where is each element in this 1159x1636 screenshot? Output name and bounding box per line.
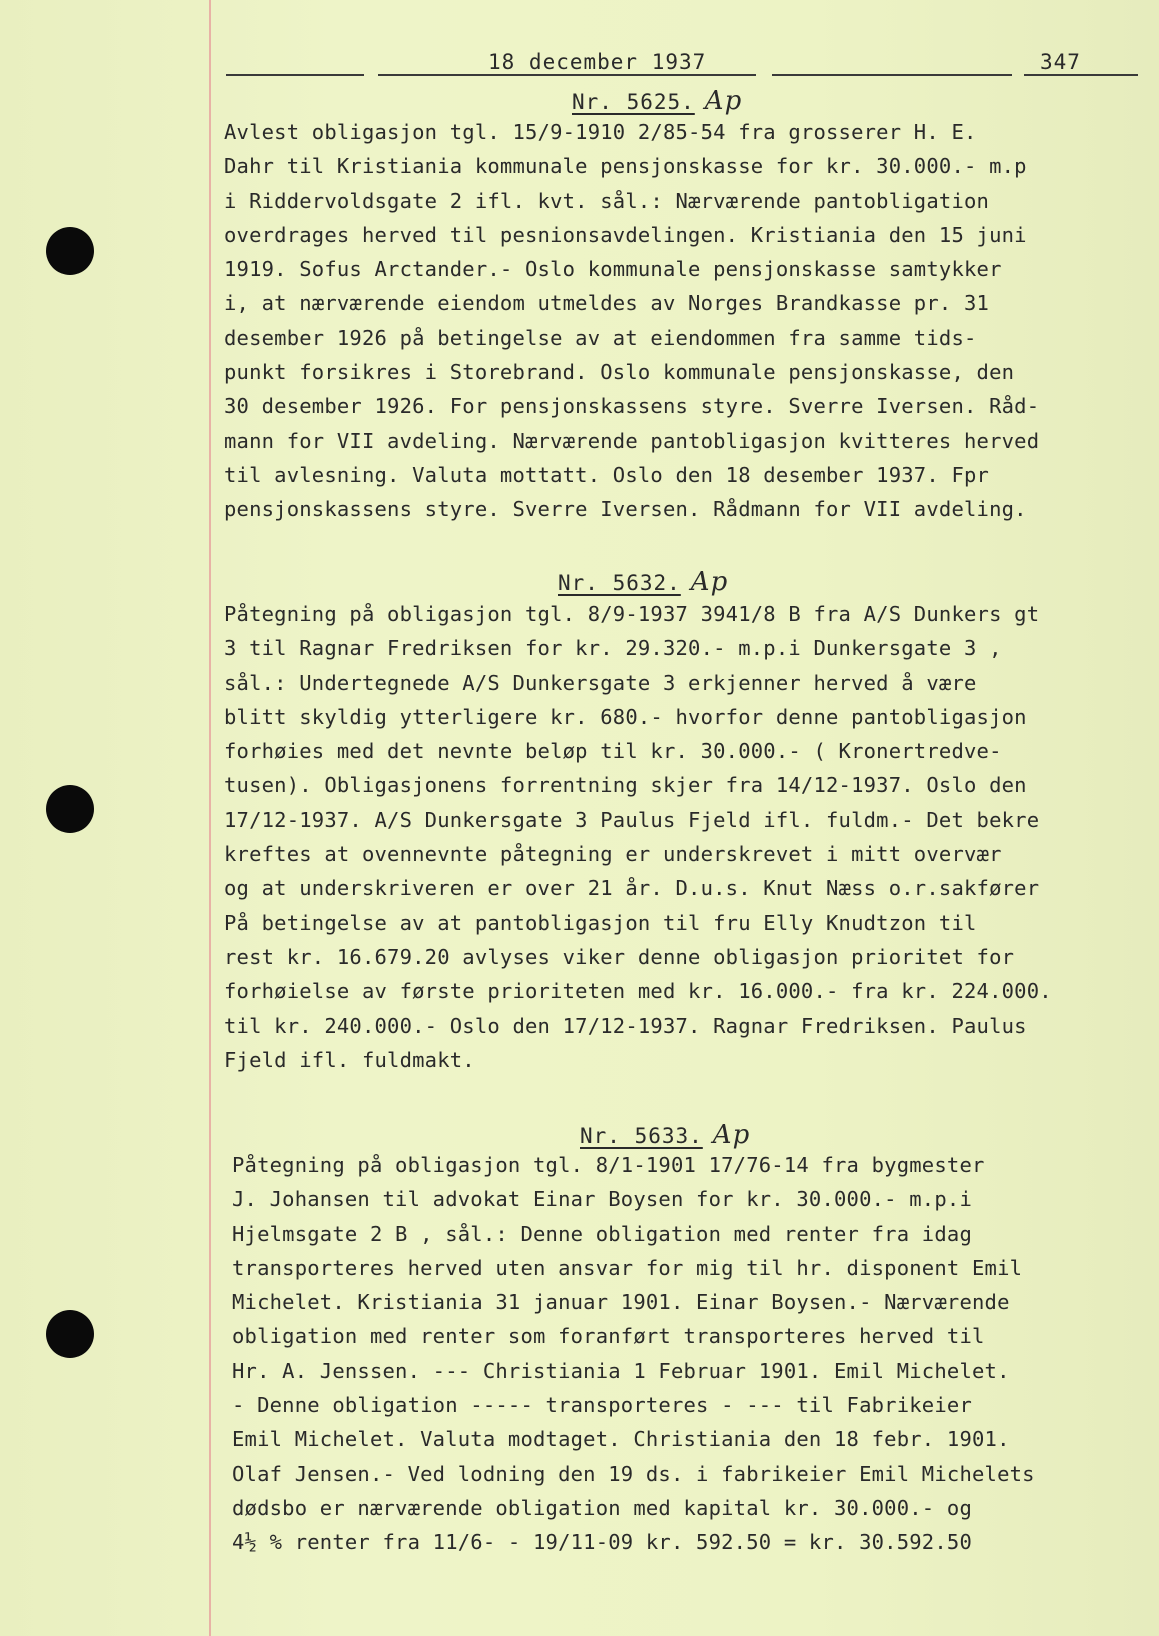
clerk-initials: Ap: [690, 567, 729, 597]
text-line: Hr. A. Jenssen. --- Christiania 1 Februar 1901. Emil Michelet.: [232, 1358, 1010, 1383]
clerk-initials: Ap: [712, 1120, 751, 1150]
text-line: Hjelmsgate 2 B , sål.: Denne obligation med renter fra idag: [232, 1221, 972, 1246]
text-line: sål.: Undertegnede A/S Dunkersgate 3 erkjenner herved å være: [224, 670, 977, 695]
text-line: 30 desember 1926. For pensjonskassens styre. Sverre Iversen. Råd-: [224, 394, 1040, 419]
text-line: forhøielse av første prioriteten med kr. 16.000.- fra kr. 224.000.: [224, 979, 1052, 1004]
entry-text: [224, 597, 1052, 1077]
text-line: transporteres herved uten ansvar for mig til hr. disponent Emil: [232, 1255, 1023, 1280]
text-line: J. Johansen til advokat Einar Boysen for kr. 30.000.- m.p.i: [232, 1187, 972, 1212]
text-line: 17/12-1937. A/S Dunkersgate 3 Paulus Fjeld ifl. fuldm.- Det bekre: [224, 807, 1040, 832]
page-number: 347: [1040, 50, 1081, 74]
text-line: til avlesning. Valuta mottatt. Oslo den 18 desember 1937. Fpr: [224, 462, 990, 487]
clerk-initials: Ap: [704, 86, 743, 116]
text-line: Påtegning på obligasjon tgl. 8/1-1901 17/76-14 fra bygmester: [232, 1153, 985, 1177]
text-line: Dahr til Kristiania kommunale pensjonskasse for kr. 30.000.- m.p: [224, 154, 1027, 179]
text-line: mann for VII avdeling. Nærværende pantobligasjon kvitteres herved: [224, 428, 1040, 453]
text-line: obligation med renter som foranført transporteres herved til: [232, 1324, 985, 1349]
text-line: tusen). Obligasjonens forrentning skjer fra 14/12-1937. Oslo den: [224, 773, 1027, 798]
page-date: 18 december 1937: [488, 50, 707, 74]
text-line: 4½ % renter fra 11/6- - 19/11-09 kr. 592.50 = kr. 30.592.50: [232, 1530, 972, 1555]
entry-number-text: Nr. 5632.: [558, 571, 681, 595]
header-rule: [772, 74, 1012, 76]
text-line: blitt skyldig ytterligere kr. 680.- hvorfor denne pantobligasjon: [224, 704, 1027, 729]
punch-hole: [46, 227, 94, 275]
entry-number: [580, 1120, 750, 1150]
text-line: Påtegning på obligasjon tgl. 8/9-1937 3941/8 B fra A/S Dunkers gt: [224, 602, 1040, 626]
text-line: - Denne obligation ----- transporteres - --- til Fabrikeier: [232, 1393, 972, 1418]
text-line: desember 1926 på betingelse av at eiendommen fra samme tids-: [224, 325, 977, 350]
punch-hole: [46, 785, 94, 833]
header-rule: [1024, 74, 1138, 76]
text-line: 3 til Ragnar Fredriksen for kr. 29.320.- m.p.i Dunkersgate 3 ,: [224, 636, 1002, 661]
punch-hole: [46, 1310, 94, 1358]
entry-number-text: Nr. 5625.: [572, 90, 695, 114]
text-line: Michelet. Kristiania 31 januar 1901. Einar Boysen.- Nærværende: [232, 1290, 1010, 1315]
text-line: til kr. 240.000.- Oslo den 17/12-1937. Ragnar Fredriksen. Paulus: [224, 1013, 1027, 1038]
text-line: Fjeld ifl. fuldmakt.: [224, 1047, 475, 1072]
entry-number-text: Nr. 5633.: [580, 1124, 703, 1148]
text-line: i, at nærværende eiendom utmeldes av Norges Brandkasse pr. 31: [224, 291, 990, 316]
text-line: Emil Michelet. Valuta modtaget. Christiania den 18 febr. 1901.: [232, 1427, 1010, 1452]
entry-number: [572, 86, 742, 116]
text-line: pensjonskassens styre. Sverre Iversen. Rådmann for VII avdeling.: [224, 497, 1027, 522]
text-line: På betingelse av at pantobligasjon til fru Elly Knudtzon til: [224, 910, 977, 935]
entry-text: [232, 1148, 1035, 1560]
margin-line: [209, 0, 211, 1636]
text-line: overdrages herved til pesnionsavdelingen. Kristiania den 15 juni: [224, 222, 1027, 247]
text-line: kreftes at ovennevnte påtegning er underskrevet i mitt overvær: [224, 842, 1002, 867]
text-line: 1919. Sofus Arctander.- Oslo kommunale pensjonskasse samtykker: [224, 257, 1002, 282]
text-line: punkt forsikres i Storebrand. Oslo kommunale pensjonskasse, den: [224, 360, 1015, 385]
header-rule: [226, 74, 364, 76]
text-line: rest kr. 16.679.20 avlyses viker denne obligasjon prioritet for: [224, 944, 1015, 969]
text-line: Avlest obligasjon tgl. 15/9-1910 2/85-54 fra grosserer H. E.: [224, 120, 977, 144]
text-line: forhøies med det nevnte beløp til kr. 30.000.- ( Kronertredve-: [224, 739, 1002, 764]
text-line: Olaf Jensen.- Ved lodning den 19 ds. i fabrikeier Emil Michelets: [232, 1461, 1035, 1486]
entry-text: [224, 115, 1039, 527]
entry-number: [558, 567, 728, 597]
text-line: i Riddervoldsgate 2 ifl. kvt. sål.: Nærværende pantobligation: [224, 188, 990, 213]
header-rule: [378, 74, 756, 76]
text-line: dødsbo er nærværende obligation med kapital kr. 30.000.- og: [232, 1495, 972, 1520]
text-line: og at underskriveren er over 21 år. D.u.s. Knut Næss o.r.sakfører: [224, 876, 1040, 901]
